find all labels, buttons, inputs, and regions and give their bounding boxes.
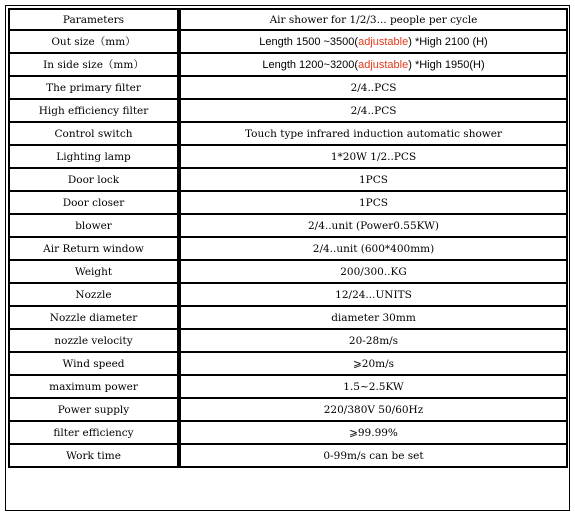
table-row: [8, 123, 568, 146]
param-label: In side size（mm）: [8, 54, 179, 77]
param-value: 1PCS: [179, 169, 568, 192]
header-parameters: Parameters: [8, 8, 179, 31]
param-value: 1PCS: [179, 192, 568, 215]
table-row: [8, 215, 568, 238]
table-row: [8, 284, 568, 307]
param-label: Air Return window: [8, 238, 179, 261]
param-value: 12/24...UNITS: [179, 284, 568, 307]
table-row: [8, 307, 568, 330]
param-label: Control switch: [8, 123, 179, 146]
param-label: filter efficiency: [8, 422, 179, 445]
param-value: [179, 54, 568, 77]
table-row: [8, 353, 568, 376]
adjustable-note: adjustable: [358, 35, 409, 48]
table-row: [8, 146, 568, 169]
table-row: [8, 77, 568, 100]
param-value: ⩾99.99%: [179, 422, 568, 445]
adjustable-note: adjustable: [358, 58, 409, 71]
specification-table: [8, 8, 568, 468]
table-row: [8, 238, 568, 261]
table-row: [8, 192, 568, 215]
param-value: 1*20W 1/2..PCS: [179, 146, 568, 169]
param-value: 2/4..PCS: [179, 77, 568, 100]
table-row: [8, 422, 568, 445]
in-size-height: ) *High 1950(H): [408, 58, 485, 71]
param-value: 2/4..PCS: [179, 100, 568, 123]
header-description: Air shower for 1/2/3... people per cycle: [179, 8, 568, 31]
table-row: [8, 445, 568, 468]
param-label: Power supply: [8, 399, 179, 422]
param-value: ⩾20m/s: [179, 353, 568, 376]
param-value: Touch type infrared induction automatic shower: [179, 123, 568, 146]
out-size-length: Length 1500 ~3500(: [259, 35, 359, 48]
param-label: blower: [8, 215, 179, 238]
param-label: maximum power: [8, 376, 179, 399]
param-value: 0-99m/s can be set: [179, 445, 568, 468]
param-value: 200/300..KG: [179, 261, 568, 284]
table-row: [8, 376, 568, 399]
table-row: [8, 100, 568, 123]
table-row: [8, 54, 568, 77]
param-label: The primary filter: [8, 77, 179, 100]
param-value: 2/4..unit (Power0.55KW): [179, 215, 568, 238]
table-row: [8, 261, 568, 284]
param-label: Lighting lamp: [8, 146, 179, 169]
in-size-length: Length 1200~3200(: [262, 58, 359, 71]
table-row: [8, 399, 568, 422]
param-label: Work time: [8, 445, 179, 468]
param-value: diameter 30mm: [179, 307, 568, 330]
table-row: [8, 330, 568, 353]
param-value: 220/380V 50/60Hz: [179, 399, 568, 422]
param-label: Door lock: [8, 169, 179, 192]
param-label: Door closer: [8, 192, 179, 215]
table-row: [8, 31, 568, 54]
param-label: Nozzle diameter: [8, 307, 179, 330]
param-label: nozzle velocity: [8, 330, 179, 353]
table-row: [8, 8, 568, 31]
param-value: 20-28m/s: [179, 330, 568, 353]
param-label: Weight: [8, 261, 179, 284]
param-value: 1.5~2.5KW: [179, 376, 568, 399]
param-label: High efficiency filter: [8, 100, 179, 123]
param-label: Nozzle: [8, 284, 179, 307]
param-label: Out size（mm）: [8, 31, 179, 54]
table-row: [8, 169, 568, 192]
out-size-height: ) *High 2100 (H): [408, 35, 488, 48]
param-label: Wind speed: [8, 353, 179, 376]
param-value: [179, 31, 568, 54]
param-value: 2/4..unit (600*400mm): [179, 238, 568, 261]
